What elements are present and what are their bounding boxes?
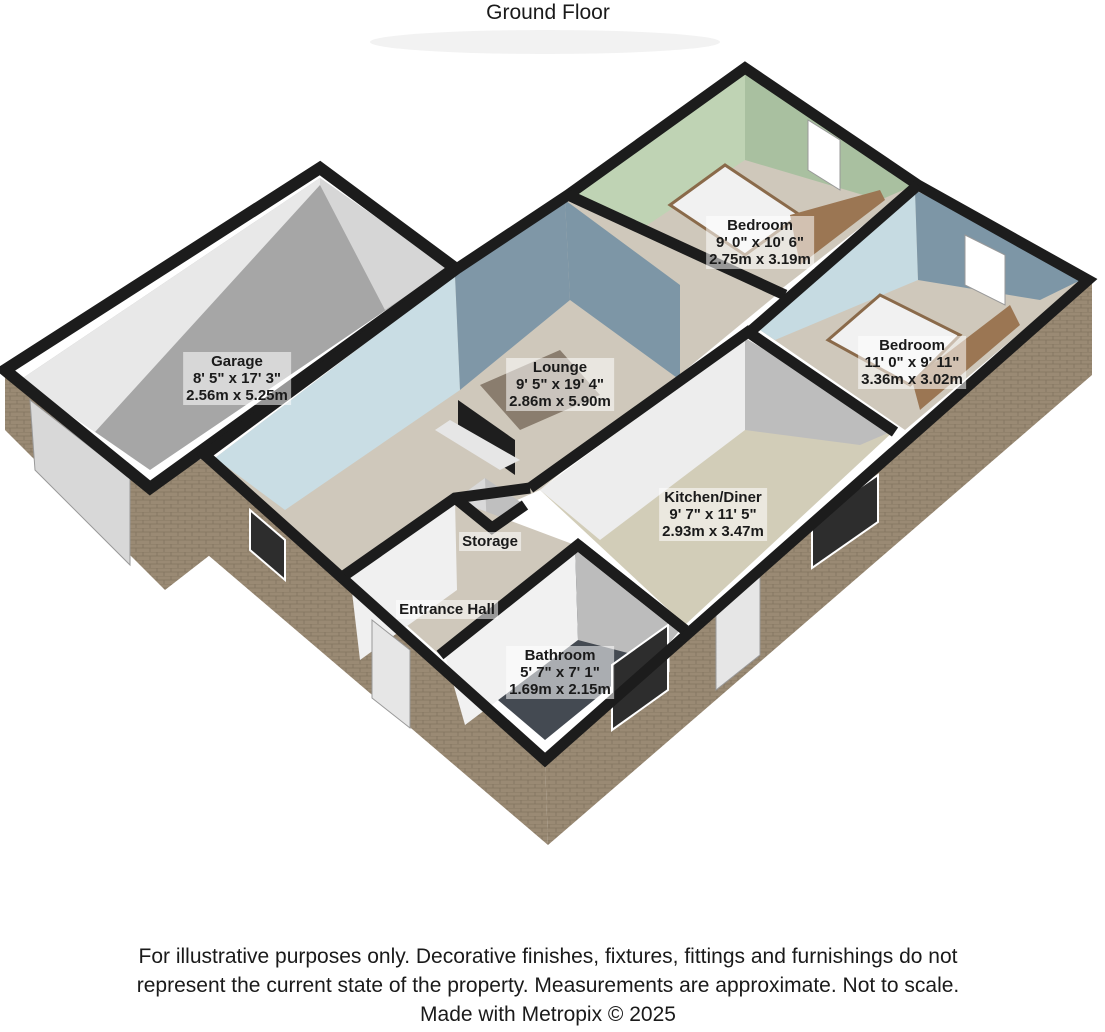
bathroom-imperial: 5' 7" x 7' 1" xyxy=(520,664,600,681)
kitchen-diner-metric: 2.93m x 3.47m xyxy=(662,523,764,540)
kitchen-diner-label xyxy=(659,488,767,541)
bathroom-metric: 1.69m x 2.15m xyxy=(509,681,611,698)
entrance-hall-label xyxy=(396,600,498,619)
lounge-metric: 2.86m x 5.90m xyxy=(509,393,611,410)
bedroom-2-imperial: 11' 0" x 9' 11" xyxy=(864,354,960,371)
disclaimer-line-1: For illustrative purposes only. Decorative finishes, fixtures, fittings and furnishings do not xyxy=(138,945,958,968)
bedroom-1-label xyxy=(706,216,814,269)
entrance-hall-name: Entrance Hall xyxy=(399,601,495,618)
garage-imperial: 8' 5" x 17' 3" xyxy=(192,370,282,387)
bedroom-2-metric: 3.36m x 3.02m xyxy=(861,371,963,388)
bedroom-1-metric: 2.75m x 3.19m xyxy=(709,251,811,268)
lounge-label xyxy=(506,358,614,411)
disclaimer xyxy=(0,942,1096,1029)
garage-metric: 2.56m x 5.25m xyxy=(186,387,288,404)
bedroom-2-label xyxy=(858,336,966,389)
storage-label xyxy=(459,532,521,551)
lounge-name: Lounge xyxy=(532,359,588,376)
kitchen-diner-imperial: 9' 7" x 11' 5" xyxy=(669,506,757,523)
storage-name: Storage xyxy=(462,533,518,550)
disclaimer-line-2: represent the current state of the property. Measurements are approximate. Not to scale. xyxy=(136,974,960,997)
bathroom-label xyxy=(506,646,614,699)
bedroom-1-imperial: 9' 0" x 10' 6" xyxy=(715,234,805,251)
garage-label xyxy=(183,352,291,405)
kitchen-diner-name: Kitchen/Diner xyxy=(664,489,762,506)
lounge-imperial: 9' 5" x 19' 4" xyxy=(515,376,605,393)
bedroom-2-name: Bedroom xyxy=(879,337,945,354)
garage-name: Garage xyxy=(211,353,263,370)
floor-title: Ground Floor xyxy=(486,1,610,24)
bedroom-1-name: Bedroom xyxy=(727,217,793,234)
bathroom-name: Bathroom xyxy=(524,647,596,664)
metropix-credit: Made with Metropix © 2025 xyxy=(420,1003,676,1026)
title-shadow xyxy=(370,30,720,54)
